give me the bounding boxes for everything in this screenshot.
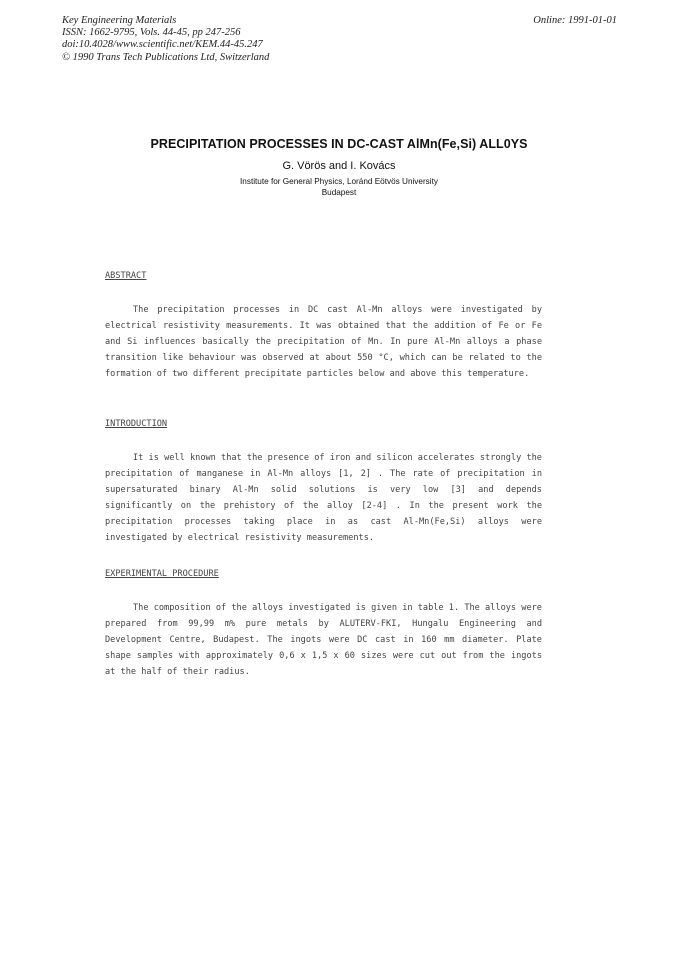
- abstract-heading: ABSTRACT: [105, 271, 147, 281]
- introduction-text: It is well known that the presence of iron and silicon accelerates strongly the precipitation of manganese in Al-Mn alloys [1, 2] . The rate of precipitation in supersaturated binary Al-Mn solid solutions is very low [3] and depends significantly on the prehistory of the alloy [2-4] . In the present work the precipitation processes taking place in as cast Al-Mn(Fe,Si) alloys were investigated by electrical resistivity measurements.: [105, 453, 542, 544]
- journal-header: [62, 15, 269, 64]
- institute-name: Institute for General Physics, Loránd Eötvös University: [240, 177, 438, 186]
- doi-line: doi:10.4028/www.scientific.net/KEM.44-45.247: [62, 39, 263, 51]
- paper-authors: G. Vörös and I. Kovács: [282, 160, 396, 172]
- introduction-heading: INTRODUCTION: [105, 419, 168, 429]
- affiliation: [0, 177, 678, 198]
- experimental-heading: EXPERIMENTAL PROCEDURE: [105, 569, 219, 579]
- experimental-text: The composition of the alloys investigated is given in table 1. The alloys were prepared from 99,99 m% pure metals by ALUTERV-FKI, Hungalu Engineering and Development Centre, Budapest. The ingots were DC cast in 160 mm diameter. Plate shape samples with approximately 0,6 x 1,5 x 60 sizes were cut out from the ingots at the half of their radius.: [105, 603, 542, 678]
- abstract-section: [105, 270, 542, 382]
- issn-line: ISSN: 1662-9795, Vols. 44-45, pp 247-256: [62, 27, 241, 39]
- experimental-section: [105, 568, 542, 680]
- paper-title: PRECIPITATION PROCESSES IN DC-CAST AlMn(Fe,Si) ALL0YS: [150, 137, 528, 151]
- online-date: Online: 1991-01-01: [533, 15, 617, 26]
- introduction-section: [105, 418, 542, 547]
- abstract-text: The precipitation processes in DC cast Al-Mn alloys were investigated by electrical resistivity measurements. It was obtained that the addition of Fe or Fe and Si influences basically the precipitation of Mn. In pure Al-Mn alloys a phase transition like behaviour was observed at about 550 °C, which can be related to the formation of two different precipitate particles below and above this temperature.: [105, 305, 542, 380]
- journal-name: Key Engineering Materials: [62, 15, 177, 26]
- copyright-line: © 1990 Trans Tech Publications Ltd, Switzerland: [62, 51, 270, 63]
- institute-city: Budapest: [321, 187, 357, 197]
